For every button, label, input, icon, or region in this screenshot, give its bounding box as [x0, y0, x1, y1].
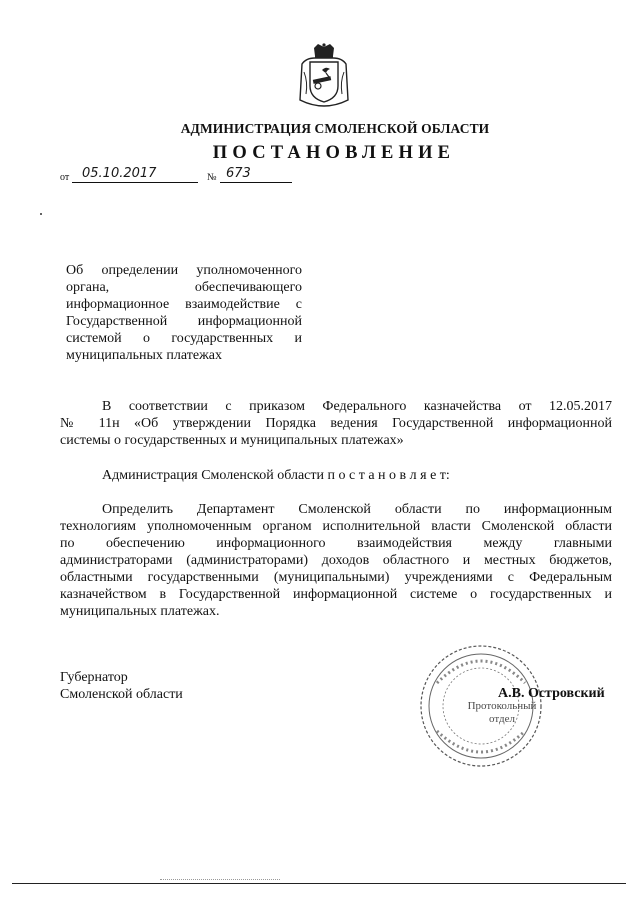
paragraph-line: Администрация Смоленской области п о с т а н о в л я е т:: [102, 468, 450, 483]
stamp-line: Протокольный: [467, 700, 537, 712]
date-number-row: [60, 166, 300, 188]
paragraph-line: казначейством в Государственной информационной системе о государственных и: [60, 587, 612, 602]
stamp-line: отдел: [489, 713, 515, 725]
paragraph-line: администраторами (администраторами) доходов областного и местных бюджетов,: [60, 553, 612, 568]
subject-line: органа, обеспечивающего: [66, 280, 302, 295]
paragraph-line: № 11н «Об утверждении Порядка ведения Государственной информационной: [60, 416, 612, 431]
footer-rule: [12, 883, 626, 884]
document-subject: [66, 262, 302, 364]
paragraph-line: В соответствии с приказом Федерального казначейства от 12.05.2017: [102, 399, 612, 414]
body-paragraph-resolution: [60, 467, 612, 484]
coat-of-arms-emblem: [296, 42, 352, 108]
body-paragraph-decision: [60, 501, 612, 620]
number-value: 673: [226, 166, 251, 181]
stamp-inscription: [457, 700, 547, 726]
position-line: Губернатор: [60, 670, 128, 685]
paragraph-line: системы о государственных и муниципальных платежах»: [60, 433, 404, 448]
signatory-name: А.В. Островский: [498, 686, 605, 701]
paragraph-line: Определить Департамент Смоленской области по информационным: [102, 502, 612, 517]
stray-dot: [40, 213, 42, 215]
body-paragraph-basis: [60, 398, 612, 449]
subject-line: Об определении уполномоченного: [66, 263, 302, 278]
paragraph-line: муниципальных платежах.: [60, 604, 220, 619]
footer-dotted-line: [160, 879, 280, 880]
paragraph-line: технологиям уполномоченным органом исполнительной власти Смоленской области: [60, 519, 612, 534]
document-title: ПОСТАНОВЛЕНИЕ: [212, 143, 456, 163]
paragraph-line: областными государственными (муниципальными) учреждениями с Федеральным: [60, 570, 612, 585]
organization-name: АДМИНИСТРАЦИЯ СМОЛЕНСКОЙ ОБЛАСТИ: [180, 121, 490, 136]
paragraph-line: по обеспечению информационного взаимодействия между главными: [60, 536, 612, 551]
subject-line: муниципальных платежах: [66, 348, 222, 363]
position-line: Смоленской области: [60, 687, 183, 702]
subject-line: информационное взаимодействие с: [66, 297, 302, 312]
date-label: от: [60, 172, 70, 183]
subject-line: системой о государственных и: [66, 331, 302, 346]
subject-line: Государственной информационной: [66, 314, 302, 329]
signatory-position: [60, 669, 183, 703]
date-value: 05.10.2017: [82, 166, 157, 181]
number-label: №: [207, 172, 217, 183]
